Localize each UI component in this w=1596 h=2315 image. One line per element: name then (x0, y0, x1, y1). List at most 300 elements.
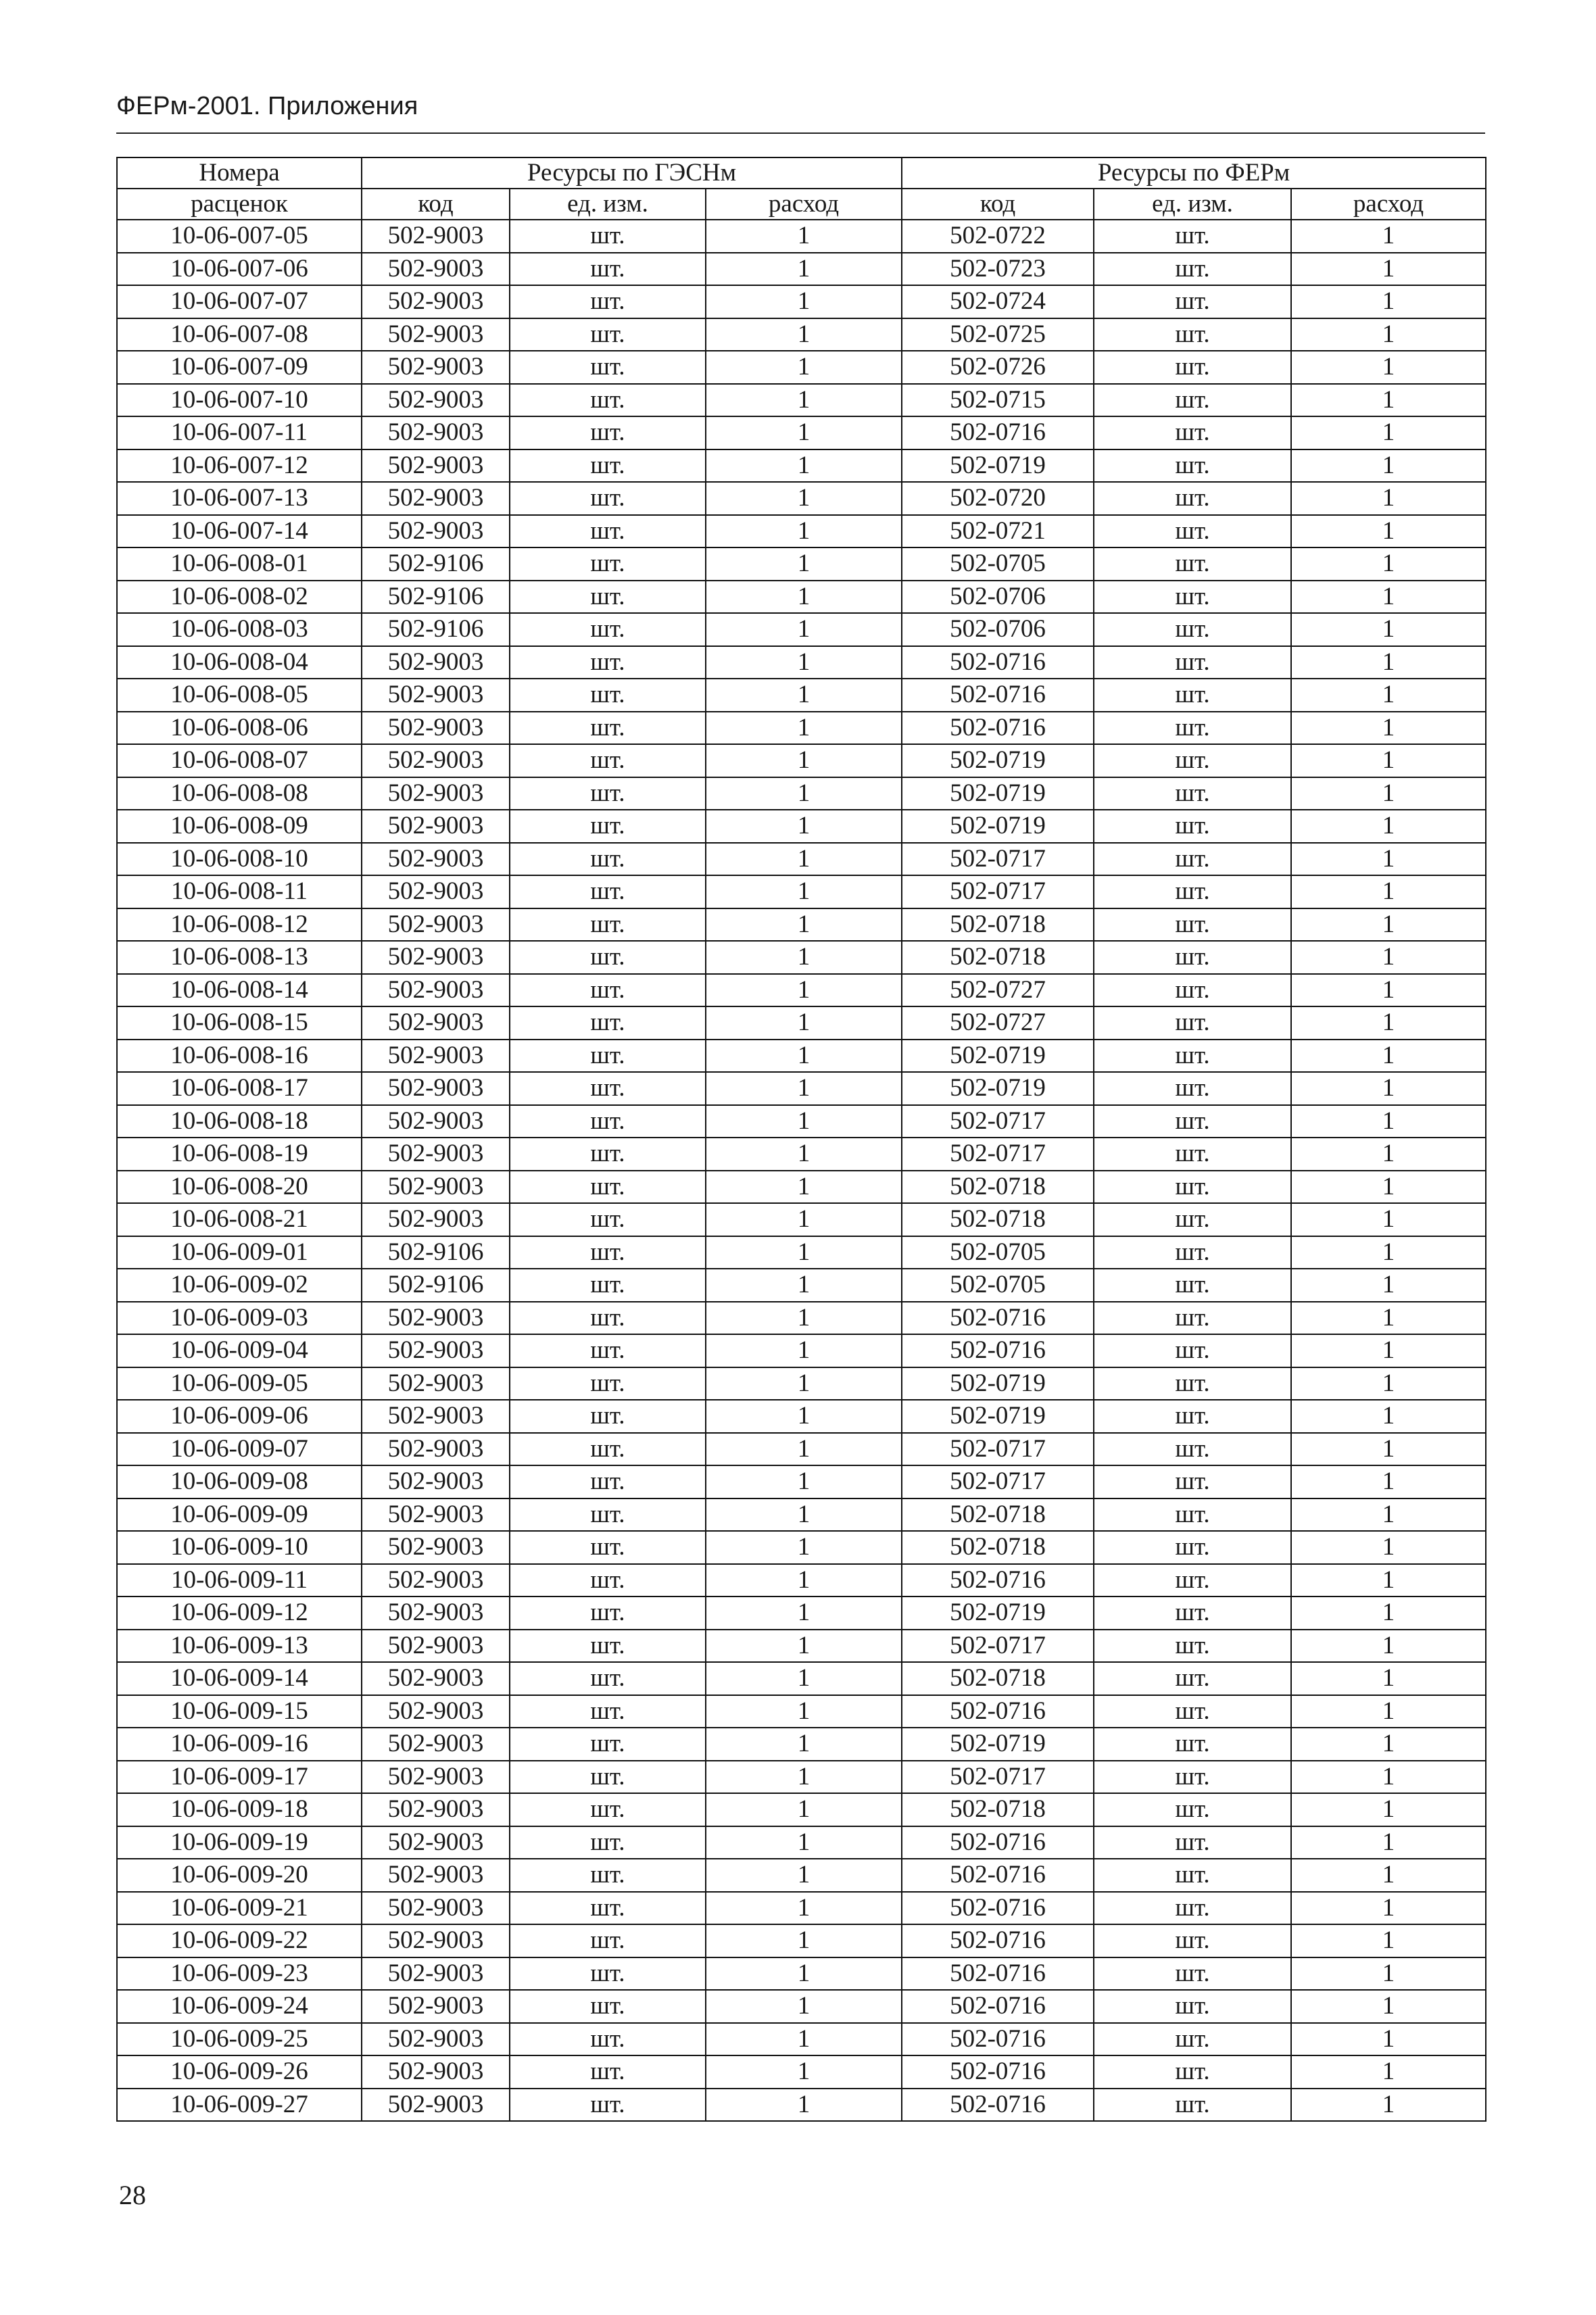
table-row (117, 384, 1486, 417)
cell-ferm-unit: шт. (1094, 1072, 1291, 1105)
cell-gesnm-rate: 1 (706, 1924, 902, 1957)
cell-gesnm-rate: 1 (706, 1564, 902, 1597)
cell-gesnm-code: 502-9003 (362, 1302, 510, 1335)
cell-rate-number: 10-06-009-03 (117, 1302, 362, 1335)
cell-ferm-rate: 1 (1291, 712, 1486, 745)
cell-ferm-unit: шт. (1094, 482, 1291, 515)
cell-gesnm-unit: шт. (510, 1400, 706, 1433)
cell-gesnm-rate: 1 (706, 1859, 902, 1892)
header-rule (116, 132, 1485, 134)
cell-rate-number: 10-06-009-10 (117, 1531, 362, 1564)
cell-rate-number: 10-06-009-04 (117, 1334, 362, 1367)
cell-ferm-rate: 1 (1291, 1236, 1486, 1269)
cell-gesnm-rate: 1 (706, 712, 902, 745)
cell-ferm-code: 502-0716 (902, 712, 1094, 745)
cell-gesnm-code: 502-9003 (362, 2023, 510, 2056)
cell-ferm-rate: 1 (1291, 1433, 1486, 1466)
cell-rate-number: 10-06-009-16 (117, 1728, 362, 1761)
cell-ferm-rate: 1 (1291, 1761, 1486, 1794)
table-row (117, 1006, 1486, 1040)
cell-gesnm-code: 502-9003 (362, 1630, 510, 1663)
cell-ferm-rate: 1 (1291, 2023, 1486, 2056)
cell-gesnm-unit: шт. (510, 285, 706, 318)
cell-rate-number: 10-06-008-11 (117, 875, 362, 908)
cell-ferm-unit: шт. (1094, 1957, 1291, 1991)
cell-ferm-unit: шт. (1094, 941, 1291, 974)
cell-ferm-rate: 1 (1291, 810, 1486, 843)
cell-gesnm-unit: шт. (510, 2055, 706, 2089)
cell-rate-number: 10-06-007-07 (117, 285, 362, 318)
cell-ferm-code: 502-0716 (902, 2089, 1094, 2122)
cell-ferm-unit: шт. (1094, 810, 1291, 843)
page-number: 28 (119, 2180, 146, 2210)
cell-ferm-code: 502-0716 (902, 1334, 1094, 1367)
cell-ferm-code: 502-0718 (902, 1793, 1094, 1826)
table-row (117, 646, 1486, 679)
cell-ferm-code: 502-0722 (902, 220, 1094, 253)
cell-ferm-unit: шт. (1094, 1171, 1291, 1204)
cell-rate-number: 10-06-009-05 (117, 1367, 362, 1400)
cell-ferm-rate: 1 (1291, 646, 1486, 679)
cell-gesnm-rate: 1 (706, 1793, 902, 1826)
cell-ferm-unit: шт. (1094, 744, 1291, 777)
cell-ferm-rate: 1 (1291, 1006, 1486, 1040)
cell-gesnm-unit: шт. (510, 1597, 706, 1630)
table-row (117, 547, 1486, 581)
cell-rate-number: 10-06-009-22 (117, 1924, 362, 1957)
table-row (117, 908, 1486, 942)
table-row (117, 2089, 1486, 2122)
cell-rate-number: 10-06-008-03 (117, 613, 362, 646)
table-row (117, 515, 1486, 548)
table-row (117, 1171, 1486, 1204)
table-row (117, 2055, 1486, 2089)
cell-gesnm-unit: шт. (510, 253, 706, 286)
cell-ferm-rate: 1 (1291, 1203, 1486, 1236)
table-body (117, 220, 1486, 2121)
cell-gesnm-unit: шт. (510, 1465, 706, 1498)
cell-ferm-code: 502-0718 (902, 1498, 1094, 1532)
cell-rate-number: 10-06-009-14 (117, 1662, 362, 1695)
cell-rate-number: 10-06-009-09 (117, 1498, 362, 1532)
column-group-gesnm: Ресурсы по ГЭСНм (362, 157, 902, 189)
cell-gesnm-rate: 1 (706, 1433, 902, 1466)
column-header-ferm-rate: расход (1291, 189, 1486, 220)
cell-gesnm-rate: 1 (706, 1597, 902, 1630)
cell-gesnm-unit: шт. (510, 974, 706, 1007)
table-row (117, 1498, 1486, 1532)
cell-gesnm-rate: 1 (706, 1072, 902, 1105)
cell-rate-number: 10-06-008-09 (117, 810, 362, 843)
cell-gesnm-unit: шт. (510, 581, 706, 614)
cell-gesnm-rate: 1 (706, 1367, 902, 1400)
cell-gesnm-unit: шт. (510, 351, 706, 384)
table-row (117, 875, 1486, 908)
cell-rate-number: 10-06-009-08 (117, 1465, 362, 1498)
cell-rate-number: 10-06-008-10 (117, 843, 362, 876)
cell-ferm-unit: шт. (1094, 1859, 1291, 1892)
cell-ferm-rate: 1 (1291, 1498, 1486, 1532)
resource-table (116, 157, 1486, 2122)
cell-gesnm-code: 502-9003 (362, 253, 510, 286)
cell-gesnm-code: 502-9003 (362, 1465, 510, 1498)
cell-rate-number: 10-06-008-02 (117, 581, 362, 614)
cell-gesnm-rate: 1 (706, 875, 902, 908)
table-row (117, 318, 1486, 351)
cell-gesnm-rate: 1 (706, 941, 902, 974)
cell-ferm-unit: шт. (1094, 220, 1291, 253)
cell-ferm-unit: шт. (1094, 515, 1291, 548)
cell-gesnm-unit: шт. (510, 646, 706, 679)
cell-rate-number: 10-06-009-17 (117, 1761, 362, 1794)
cell-gesnm-code: 502-9003 (362, 1662, 510, 1695)
table-row (117, 1433, 1486, 1466)
cell-gesnm-rate: 1 (706, 1892, 902, 1925)
cell-ferm-code: 502-0718 (902, 908, 1094, 942)
table-row (117, 941, 1486, 974)
cell-gesnm-unit: шт. (510, 449, 706, 483)
table-row (117, 1695, 1486, 1728)
cell-ferm-code: 502-0718 (902, 1531, 1094, 1564)
cell-ferm-code: 502-0716 (902, 1990, 1094, 2023)
cell-gesnm-code: 502-9003 (362, 1040, 510, 1073)
cell-rate-number: 10-06-007-09 (117, 351, 362, 384)
cell-gesnm-unit: шт. (510, 318, 706, 351)
cell-rate-number: 10-06-009-11 (117, 1564, 362, 1597)
cell-ferm-unit: шт. (1094, 1138, 1291, 1171)
cell-rate-number: 10-06-009-13 (117, 1630, 362, 1663)
cell-ferm-unit: шт. (1094, 613, 1291, 646)
cell-ferm-unit: шт. (1094, 875, 1291, 908)
cell-gesnm-code: 502-9106 (362, 1269, 510, 1302)
cell-rate-number: 10-06-009-15 (117, 1695, 362, 1728)
table-row (117, 613, 1486, 646)
cell-gesnm-unit: шт. (510, 1990, 706, 2023)
cell-gesnm-rate: 1 (706, 1498, 902, 1532)
cell-gesnm-rate: 1 (706, 515, 902, 548)
cell-gesnm-unit: шт. (510, 1072, 706, 1105)
cell-ferm-rate: 1 (1291, 416, 1486, 449)
cell-ferm-code: 502-0716 (902, 1695, 1094, 1728)
cell-gesnm-rate: 1 (706, 351, 902, 384)
cell-rate-number: 10-06-009-07 (117, 1433, 362, 1466)
cell-gesnm-rate: 1 (706, 220, 902, 253)
cell-gesnm-code: 502-9003 (362, 1859, 510, 1892)
cell-rate-number: 10-06-009-02 (117, 1269, 362, 1302)
column-header-ferm-unit: ед. изм. (1094, 189, 1291, 220)
cell-ferm-code: 502-0716 (902, 1859, 1094, 1892)
cell-rate-number: 10-06-007-05 (117, 220, 362, 253)
column-header-number: Номера (117, 157, 362, 189)
cell-gesnm-code: 502-9106 (362, 547, 510, 581)
cell-rate-number: 10-06-008-01 (117, 547, 362, 581)
table-row (117, 1597, 1486, 1630)
cell-ferm-code: 502-0719 (902, 1072, 1094, 1105)
table-row (117, 712, 1486, 745)
cell-rate-number: 10-06-008-20 (117, 1171, 362, 1204)
cell-gesnm-rate: 1 (706, 646, 902, 679)
cell-ferm-unit: шт. (1094, 1105, 1291, 1138)
cell-ferm-unit: шт. (1094, 2055, 1291, 2089)
cell-gesnm-unit: шт. (510, 1892, 706, 1925)
cell-rate-number: 10-06-009-19 (117, 1826, 362, 1859)
cell-ferm-unit: шт. (1094, 712, 1291, 745)
cell-ferm-code: 502-0719 (902, 449, 1094, 483)
cell-ferm-unit: шт. (1094, 285, 1291, 318)
cell-gesnm-unit: шт. (510, 1859, 706, 1892)
cell-ferm-code: 502-0706 (902, 613, 1094, 646)
table-row (117, 744, 1486, 777)
cell-ferm-rate: 1 (1291, 1269, 1486, 1302)
cell-ferm-code: 502-0715 (902, 384, 1094, 417)
cell-ferm-code: 502-0720 (902, 482, 1094, 515)
cell-ferm-code: 502-0706 (902, 581, 1094, 614)
cell-gesnm-rate: 1 (706, 2089, 902, 2122)
table-row (117, 1105, 1486, 1138)
cell-gesnm-unit: шт. (510, 1006, 706, 1040)
cell-gesnm-code: 502-9003 (362, 1138, 510, 1171)
cell-ferm-rate: 1 (1291, 1040, 1486, 1073)
cell-ferm-unit: шт. (1094, 1367, 1291, 1400)
table-row (117, 449, 1486, 483)
cell-gesnm-code: 502-9106 (362, 1236, 510, 1269)
cell-ferm-rate: 1 (1291, 1695, 1486, 1728)
cell-gesnm-unit: шт. (510, 1433, 706, 1466)
cell-ferm-code: 502-0716 (902, 1924, 1094, 1957)
cell-gesnm-rate: 1 (706, 1531, 902, 1564)
cell-gesnm-code: 502-9003 (362, 1597, 510, 1630)
table-row (117, 843, 1486, 876)
cell-ferm-code: 502-0716 (902, 646, 1094, 679)
cell-rate-number: 10-06-008-15 (117, 1006, 362, 1040)
cell-ferm-rate: 1 (1291, 2089, 1486, 2122)
cell-gesnm-rate: 1 (706, 679, 902, 712)
cell-ferm-rate: 1 (1291, 974, 1486, 1007)
cell-rate-number: 10-06-007-13 (117, 482, 362, 515)
cell-gesnm-unit: шт. (510, 1826, 706, 1859)
cell-ferm-rate: 1 (1291, 941, 1486, 974)
cell-ferm-unit: шт. (1094, 2023, 1291, 2056)
cell-gesnm-unit: шт. (510, 613, 706, 646)
cell-gesnm-code: 502-9003 (362, 482, 510, 515)
cell-gesnm-unit: шт. (510, 679, 706, 712)
cell-ferm-unit: шт. (1094, 1892, 1291, 1925)
cell-ferm-code: 502-0724 (902, 285, 1094, 318)
cell-ferm-code: 502-0727 (902, 974, 1094, 1007)
cell-ferm-code: 502-0705 (902, 1236, 1094, 1269)
cell-gesnm-code: 502-9003 (362, 777, 510, 810)
cell-ferm-unit: шт. (1094, 974, 1291, 1007)
cell-gesnm-rate: 1 (706, 1957, 902, 1991)
cell-rate-number: 10-06-008-13 (117, 941, 362, 974)
cell-gesnm-unit: шт. (510, 2023, 706, 2056)
cell-ferm-code: 502-0719 (902, 1597, 1094, 1630)
cell-gesnm-rate: 1 (706, 1761, 902, 1794)
cell-gesnm-unit: шт. (510, 1138, 706, 1171)
cell-ferm-code: 502-0716 (902, 679, 1094, 712)
cell-ferm-code: 502-0716 (902, 1302, 1094, 1335)
cell-gesnm-code: 502-9003 (362, 1761, 510, 1794)
cell-rate-number: 10-06-009-27 (117, 2089, 362, 2122)
cell-gesnm-unit: шт. (510, 384, 706, 417)
cell-gesnm-rate: 1 (706, 1990, 902, 2023)
cell-ferm-code: 502-0705 (902, 1269, 1094, 1302)
cell-ferm-code: 502-0719 (902, 744, 1094, 777)
cell-gesnm-code: 502-9003 (362, 941, 510, 974)
cell-ferm-code: 502-0721 (902, 515, 1094, 548)
cell-rate-number: 10-06-009-24 (117, 1990, 362, 2023)
cell-ferm-code: 502-0716 (902, 1957, 1094, 1991)
cell-rate-number: 10-06-009-26 (117, 2055, 362, 2089)
cell-ferm-rate: 1 (1291, 843, 1486, 876)
cell-ferm-rate: 1 (1291, 351, 1486, 384)
cell-ferm-unit: шт. (1094, 1203, 1291, 1236)
cell-rate-number: 10-06-008-05 (117, 679, 362, 712)
cell-ferm-rate: 1 (1291, 318, 1486, 351)
table-row (117, 1531, 1486, 1564)
cell-gesnm-rate: 1 (706, 613, 902, 646)
cell-gesnm-code: 502-9003 (362, 712, 510, 745)
cell-gesnm-rate: 1 (706, 974, 902, 1007)
cell-ferm-rate: 1 (1291, 1826, 1486, 1859)
cell-gesnm-code: 502-9003 (362, 285, 510, 318)
cell-ferm-rate: 1 (1291, 1662, 1486, 1695)
cell-rate-number: 10-06-008-21 (117, 1203, 362, 1236)
cell-ferm-code: 502-0716 (902, 416, 1094, 449)
table-row (117, 1138, 1486, 1171)
cell-gesnm-unit: шт. (510, 908, 706, 942)
cell-gesnm-code: 502-9003 (362, 1564, 510, 1597)
header-row-groups (117, 157, 1486, 189)
cell-ferm-rate: 1 (1291, 1892, 1486, 1925)
cell-gesnm-code: 502-9003 (362, 810, 510, 843)
cell-ferm-rate: 1 (1291, 1564, 1486, 1597)
cell-gesnm-code: 502-9003 (362, 220, 510, 253)
cell-gesnm-code: 502-9106 (362, 613, 510, 646)
cell-ferm-unit: шт. (1094, 253, 1291, 286)
cell-rate-number: 10-06-007-14 (117, 515, 362, 548)
cell-gesnm-code: 502-9003 (362, 875, 510, 908)
cell-gesnm-unit: шт. (510, 1236, 706, 1269)
cell-gesnm-unit: шт. (510, 1630, 706, 1663)
table-row (117, 777, 1486, 810)
cell-ferm-rate: 1 (1291, 285, 1486, 318)
cell-ferm-code: 502-0719 (902, 1728, 1094, 1761)
table-row (117, 1761, 1486, 1794)
cell-ferm-code: 502-0705 (902, 547, 1094, 581)
header-row-columns (117, 189, 1486, 220)
cell-ferm-code: 502-0719 (902, 1400, 1094, 1433)
cell-gesnm-unit: шт. (510, 1531, 706, 1564)
cell-ferm-rate: 1 (1291, 1859, 1486, 1892)
table-row (117, 1400, 1486, 1433)
cell-rate-number: 10-06-008-16 (117, 1040, 362, 1073)
cell-gesnm-code: 502-9003 (362, 843, 510, 876)
cell-ferm-unit: шт. (1094, 1630, 1291, 1663)
table-row (117, 1072, 1486, 1105)
cell-ferm-rate: 1 (1291, 744, 1486, 777)
cell-ferm-code: 502-0716 (902, 2055, 1094, 2089)
column-header-ferm-code: код (902, 189, 1094, 220)
table-row (117, 220, 1486, 253)
cell-gesnm-code: 502-9003 (362, 1990, 510, 2023)
cell-ferm-unit: шт. (1094, 1400, 1291, 1433)
cell-gesnm-rate: 1 (706, 1662, 902, 1695)
cell-ferm-rate: 1 (1291, 1105, 1486, 1138)
cell-gesnm-rate: 1 (706, 384, 902, 417)
cell-ferm-unit: шт. (1094, 1597, 1291, 1630)
cell-gesnm-unit: шт. (510, 1957, 706, 1991)
cell-gesnm-unit: шт. (510, 712, 706, 745)
table-row (117, 482, 1486, 515)
cell-rate-number: 10-06-009-20 (117, 1859, 362, 1892)
cell-gesnm-code: 502-9003 (362, 679, 510, 712)
cell-ferm-rate: 1 (1291, 1171, 1486, 1204)
cell-rate-number: 10-06-008-06 (117, 712, 362, 745)
cell-gesnm-rate: 1 (706, 1302, 902, 1335)
cell-gesnm-code: 502-9003 (362, 1826, 510, 1859)
cell-ferm-code: 502-0725 (902, 318, 1094, 351)
cell-gesnm-code: 502-9003 (362, 1728, 510, 1761)
cell-gesnm-code: 502-9003 (362, 1367, 510, 1400)
cell-gesnm-rate: 1 (706, 1400, 902, 1433)
table-row (117, 1924, 1486, 1957)
cell-gesnm-rate: 1 (706, 318, 902, 351)
cell-gesnm-unit: шт. (510, 1924, 706, 1957)
table-row (117, 1793, 1486, 1826)
cell-gesnm-unit: шт. (510, 416, 706, 449)
cell-gesnm-code: 502-9003 (362, 1695, 510, 1728)
cell-ferm-unit: шт. (1094, 351, 1291, 384)
cell-rate-number: 10-06-009-23 (117, 1957, 362, 1991)
cell-ferm-rate: 1 (1291, 613, 1486, 646)
cell-gesnm-rate: 1 (706, 1269, 902, 1302)
table-row (117, 1990, 1486, 2023)
cell-ferm-unit: шт. (1094, 1924, 1291, 1957)
cell-gesnm-rate: 1 (706, 547, 902, 581)
cell-gesnm-rate: 1 (706, 1826, 902, 1859)
cell-rate-number: 10-06-008-17 (117, 1072, 362, 1105)
cell-ferm-rate: 1 (1291, 875, 1486, 908)
cell-gesnm-code: 502-9003 (362, 2055, 510, 2089)
cell-gesnm-rate: 1 (706, 908, 902, 942)
table-row (117, 1334, 1486, 1367)
cell-ferm-code: 502-0719 (902, 777, 1094, 810)
cell-ferm-unit: шт. (1094, 1269, 1291, 1302)
cell-gesnm-unit: шт. (510, 1334, 706, 1367)
cell-gesnm-code: 502-9003 (362, 1924, 510, 1957)
cell-ferm-unit: шт. (1094, 1728, 1291, 1761)
cell-ferm-rate: 1 (1291, 547, 1486, 581)
cell-ferm-code: 502-0718 (902, 1203, 1094, 1236)
cell-rate-number: 10-06-008-14 (117, 974, 362, 1007)
cell-rate-number: 10-06-009-25 (117, 2023, 362, 2056)
cell-gesnm-code: 502-9003 (362, 2089, 510, 2122)
cell-gesnm-rate: 1 (706, 416, 902, 449)
cell-gesnm-code: 502-9003 (362, 1400, 510, 1433)
cell-gesnm-unit: шт. (510, 482, 706, 515)
table-row (117, 1236, 1486, 1269)
cell-gesnm-unit: шт. (510, 1728, 706, 1761)
cell-ferm-unit: шт. (1094, 1826, 1291, 1859)
cell-ferm-unit: шт. (1094, 547, 1291, 581)
cell-gesnm-unit: шт. (510, 1203, 706, 1236)
cell-rate-number: 10-06-009-21 (117, 1892, 362, 1925)
cell-gesnm-rate: 1 (706, 253, 902, 286)
cell-gesnm-rate: 1 (706, 1695, 902, 1728)
cell-ferm-rate: 1 (1291, 679, 1486, 712)
cell-ferm-rate: 1 (1291, 384, 1486, 417)
